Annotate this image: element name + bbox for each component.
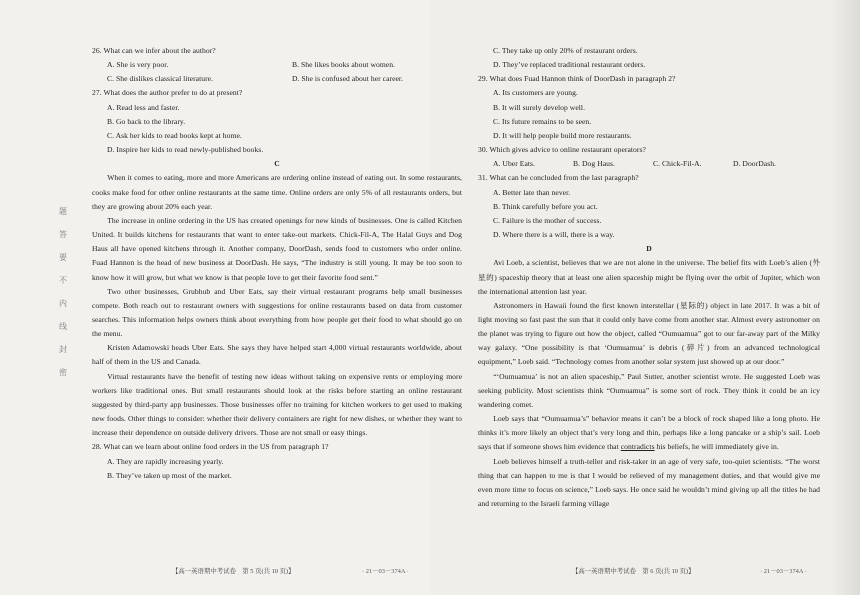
option-b: B. Think carefully before you act. bbox=[493, 201, 598, 211]
passage-d-paragraph-2: Astronomers in Hawaii found the first known interstellar (星际的) object in late 2017. It was a bit of light moving so fast past the sun that it could only have come from another star. Almost every astronomer on the planet was trying to figure out how the object, called “Oumuamua” got to our far-away part of the Milky way galaxy. “One possibility is that ‘Oumuamua’ is debris (碎片) from an advanced technological equipment,” Loeb said. “Technology comes from another solar system just showed up at our door.” bbox=[478, 300, 820, 367]
question-30-options bbox=[478, 157, 820, 171]
binding-line-notice bbox=[56, 200, 70, 384]
option-a: A. Read less and faster. bbox=[107, 102, 180, 112]
option-b: B. Dog Haus. bbox=[573, 159, 615, 169]
question-27-stem: 27. What does the author prefer to do at present? bbox=[92, 88, 243, 98]
question-30-stem: 30. Which gives advice to online restaurant operators? bbox=[478, 145, 646, 155]
question-26-options-row2 bbox=[92, 72, 462, 86]
paragraph-text: Loeb says that “Oumuamua’s” behavior means it can’t be a block of rock shaped like a long photo. He thinks it’s more likely an object that’s very long and thin, perhaps like a long pancake or a ship’s sail. Loeb says that if someone shows him evidence that bbox=[478, 414, 820, 452]
underlined-word: contradicts bbox=[620, 442, 655, 452]
page-edge-shadow bbox=[830, 0, 860, 595]
exam-code-right: · 21－03－374A · bbox=[760, 568, 807, 575]
page-footer-left: 【高一英语期中考试卷 第 5 页(共 10 页)】 bbox=[172, 568, 295, 575]
binding-char: 题 bbox=[59, 207, 67, 216]
passage-d-paragraph-3: “‘Oumuamua’ is not an alien spaceship,” Paul Sutter, another scientist wrote. He suggested Loeb was seeking publicity. Most scientists think “Oumuamua” is some sort of rock. They think it could be an icy wandering comet. bbox=[478, 371, 820, 409]
question-29-stem: 29. What does Fuad Hannon think of DoorDash in paragraph 2? bbox=[478, 74, 676, 84]
binding-char: 不 bbox=[59, 276, 67, 285]
question-28-stem: 28. What can we learn about online food orders in the US from paragraph 1? bbox=[92, 442, 329, 452]
option-d: D. It will help people build more restaurants. bbox=[493, 130, 632, 140]
question-26-options-row1 bbox=[92, 58, 462, 72]
passage-c-paragraph-5: Virtual restaurants have the benefit of testing new ideas without taking on expensive rents or employing more workers like traditional ones. But small restaurants should look at the risks before starting an online restaurant suggested by third-party app businesses. Those businesses offer no training for kitchen workers to get used to making new foods. Other things to consider: whether their delivery containers are right for new dishes, or whether they want to increase their dependence on outside delivery drivers. Those are not small or easy things. bbox=[92, 371, 462, 438]
binding-char: 要 bbox=[59, 253, 67, 262]
option-d: D. She is confused about her career. bbox=[292, 74, 404, 84]
option-b: B. They’ve taken up most of the market. bbox=[107, 470, 232, 480]
passage-d-paragraph-4 bbox=[478, 412, 820, 454]
option-b: B. She likes books about women. bbox=[292, 60, 396, 70]
option-a: A. Better late than never. bbox=[493, 187, 571, 197]
option-a: A. Uber Eats. bbox=[493, 159, 535, 169]
option-c: C. They take up only 20% of restaurant orders. bbox=[493, 46, 638, 55]
option-b: B. It will surely develop well. bbox=[493, 102, 586, 112]
section-heading-c: C bbox=[274, 159, 280, 169]
option-c: C. Chick-Fil-A. bbox=[653, 159, 702, 169]
binding-char: 内 bbox=[59, 299, 67, 308]
right-column bbox=[478, 44, 820, 511]
option-c: C. Failure is the mother of success. bbox=[493, 215, 602, 225]
passage-c-paragraph-1: When it comes to eating, more and more Americans are ordering online instead of eating out. In some restaurants, cooks make food for other online restaurants at the same time. Online orders are only 5% of all restaurants orders, but they are growing about 20% each year. bbox=[92, 173, 462, 211]
binding-char: 线 bbox=[59, 322, 67, 331]
question-31-stem: 31. What can be concluded from the last paragraph? bbox=[478, 173, 639, 183]
question-26-stem: 26. What can we infer about the author? bbox=[92, 46, 216, 55]
option-d: D. Inspire her kids to read newly-published books. bbox=[107, 145, 264, 155]
binding-char: 密 bbox=[59, 368, 67, 377]
option-c: C. Its future remains to be seen. bbox=[493, 116, 592, 126]
option-d: D. They’ve replaced traditional restaurant orders. bbox=[493, 60, 646, 70]
page-footer-right: 【高一英语期中考试卷 第 6 页(共 10 页)】 bbox=[572, 568, 695, 575]
option-b: B. Go back to the library. bbox=[107, 116, 186, 126]
passage-d-paragraph-5: Loeb believes himself a truth-teller and risk-taker in an age of very safe, too-quiet scientists. “The worst thing that can happen to me is that I would be relieved of my management duties, and that would give me even more time to focus on science,” Loeb says. He once said he wouldn’t mind giving up all the titles he had and returning to the Israeli farming village bbox=[478, 456, 820, 508]
binding-char: 封 bbox=[59, 345, 67, 354]
paragraph-text: his beliefs, he will immediately give in. bbox=[654, 442, 779, 452]
exam-code-left: · 21－03－374A · bbox=[362, 568, 409, 575]
passage-d-paragraph-1: Avi Loeb, a scientist, believes that we are not alone in the universe. The belief fits with Loeb’s alien (外星的) spaceship theory that at least one alien spaceship might be flying over the orbit of Jupiter, which won the international attention last year. bbox=[478, 258, 820, 296]
passage-c-paragraph-3: Two other businesses, Grubhub and Uber Eats, say their virtual restaurant programs help small businesses compete. Both reach out to restaurant owners with suggestions for online restaurants based on data from customer searches. This information helps owners think about everything from how people get their food to what should go on the menu. bbox=[92, 286, 462, 339]
passage-c-paragraph-4: Kristen Adamowski heads Uber Eats. She says they have helped start 4,000 virtual restaurants worldwide, about half of them in the US and Canada. bbox=[92, 343, 462, 367]
option-a: A. They are rapidly increasing yearly. bbox=[107, 456, 224, 466]
option-d: D. Where there is a will, there is a way. bbox=[493, 230, 615, 240]
left-column bbox=[92, 44, 462, 483]
option-d: D. DoorDash. bbox=[733, 159, 776, 169]
option-a: A. Its customers are young. bbox=[493, 88, 578, 98]
section-heading-d: D bbox=[646, 244, 652, 254]
option-c: C. She dislikes classical literature. bbox=[107, 74, 214, 84]
binding-char: 答 bbox=[59, 230, 67, 239]
option-a: A. She is very poor. bbox=[107, 60, 169, 70]
option-c: C. Ask her kids to read books kept at home. bbox=[107, 130, 242, 140]
passage-c-paragraph-2: The increase in online ordering in the US has created openings for new kinds of businesses. One is called Kitchen United. It builds kitchens for restaurants that want to enter take-out markets. Chick-Fil-A, The Halal Guys and Dog Haus all have opened kitchens through it. Another company, DoorDash, sends food to customers who order online. Fuad Hannon is the head of new business at DoorDash. He says, “The industry is still young. It may be too soon to know how it will grow, but what we know is that people love to get their favorite food sent.” bbox=[92, 215, 462, 282]
